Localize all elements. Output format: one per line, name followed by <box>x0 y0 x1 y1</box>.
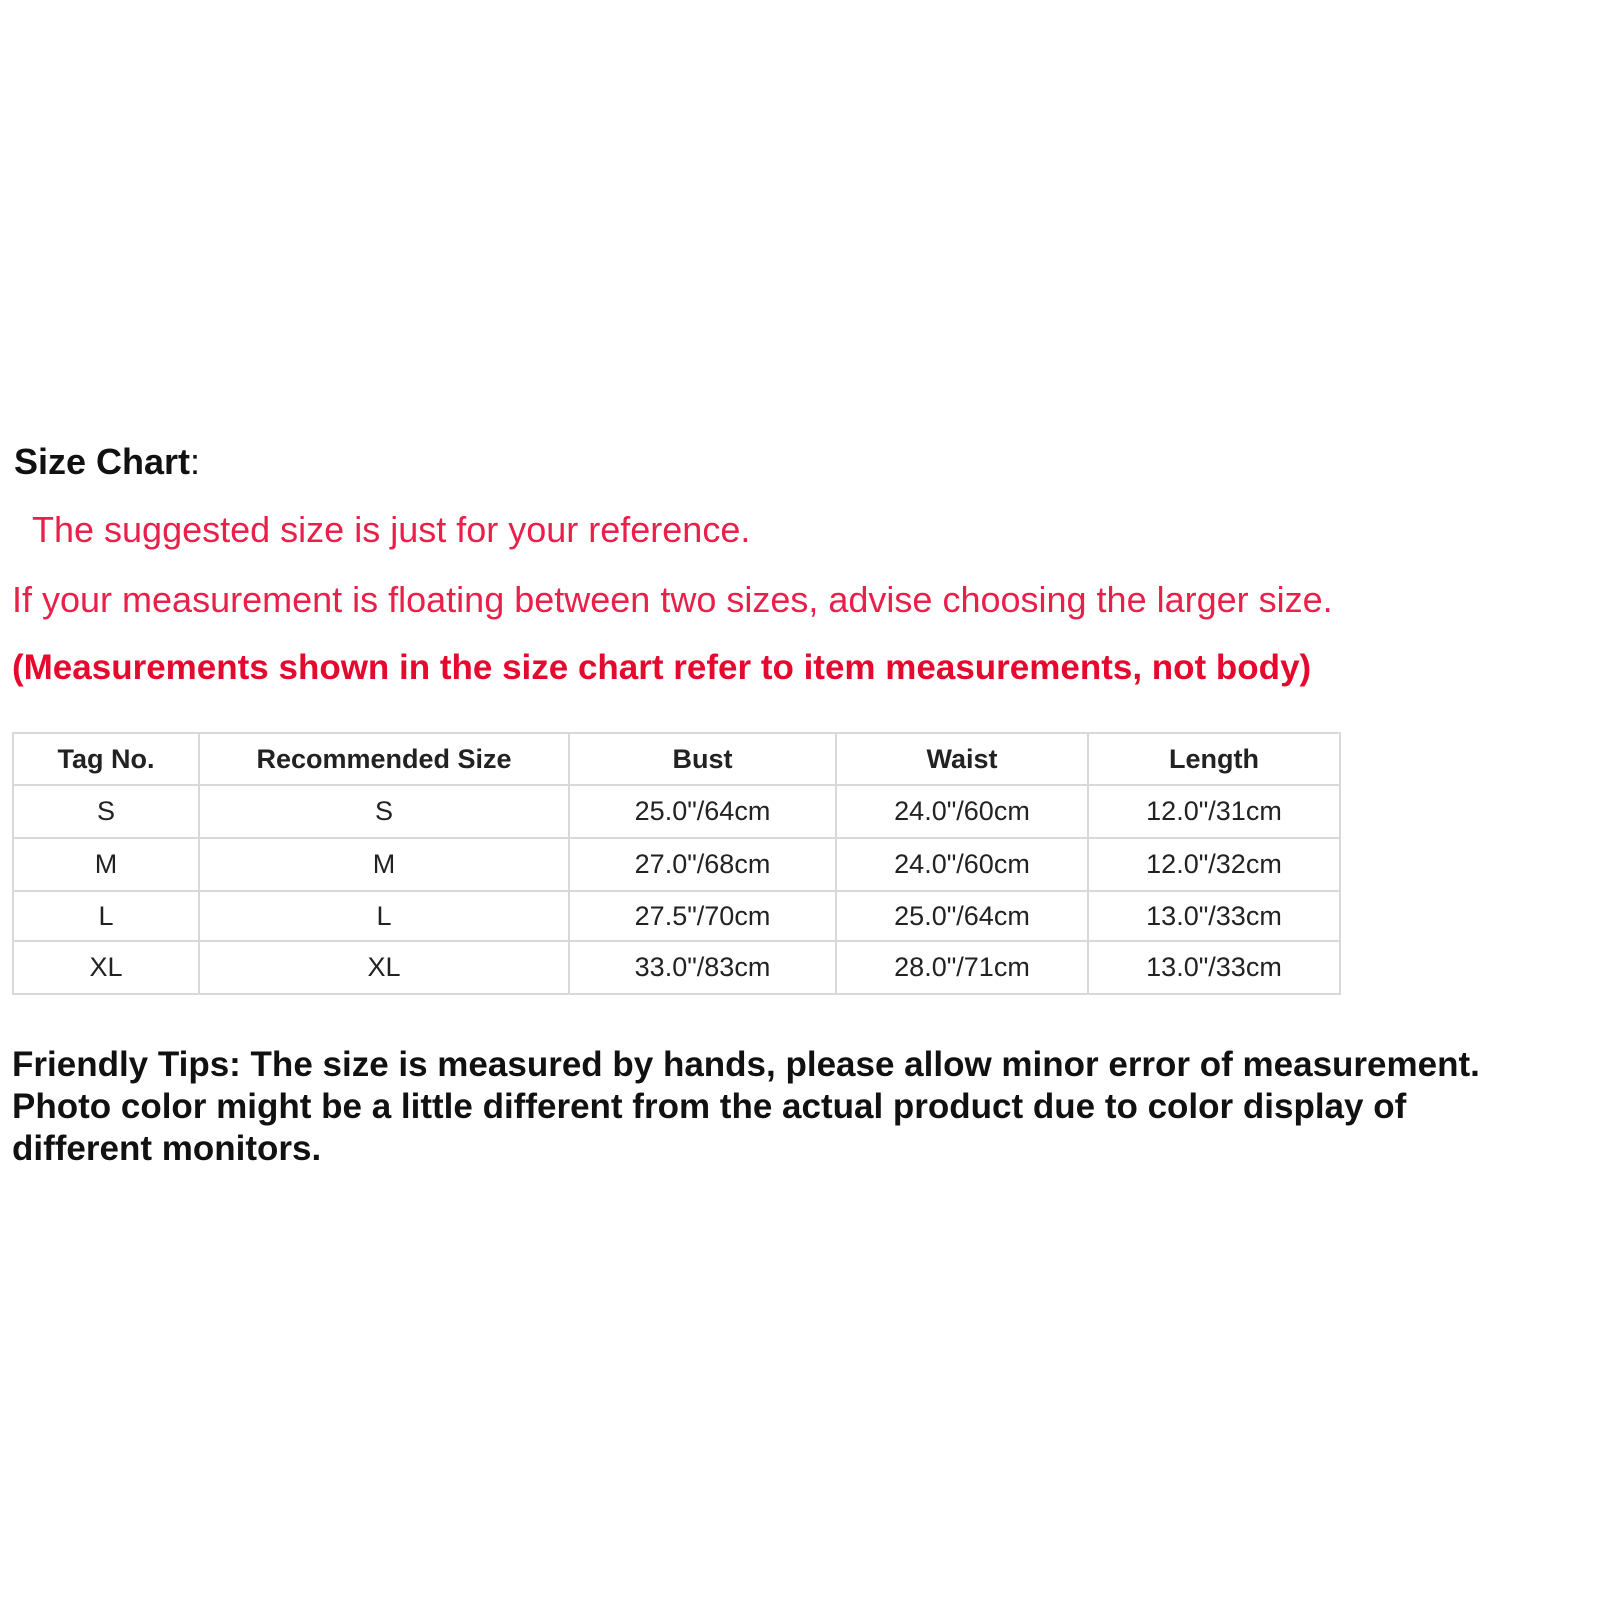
table-row <box>13 891 1340 941</box>
friendly-tips <box>12 1044 1600 1170</box>
table-row <box>13 838 1340 891</box>
cell-recommended-size: S <box>199 785 569 838</box>
cell-length: 12.0"/31cm <box>1088 785 1340 838</box>
cell-bust: 33.0"/83cm <box>569 941 836 994</box>
header-tag-no: Tag No. <box>13 733 199 785</box>
cell-tag-no: L <box>13 891 199 941</box>
header-length: Length <box>1088 733 1340 785</box>
tips-line-3: different monitors. <box>12 1129 322 1168</box>
size-chart-title-colon: : <box>190 441 201 482</box>
table-row <box>13 785 1340 838</box>
header-bust: Bust <box>569 733 836 785</box>
cell-waist: 24.0"/60cm <box>836 838 1088 891</box>
table-header-row <box>13 733 1340 785</box>
cell-length: 12.0"/32cm <box>1088 838 1340 891</box>
cell-length: 13.0"/33cm <box>1088 941 1340 994</box>
tips-line-2: Photo color might be a little different from the actual product due to color display of <box>12 1087 1407 1126</box>
cell-recommended-size: M <box>199 838 569 891</box>
cell-bust: 27.5"/70cm <box>569 891 836 941</box>
cell-length: 13.0"/33cm <box>1088 891 1340 941</box>
size-chart-title-text: Size Chart <box>14 441 191 482</box>
measurements-note: (Measurements shown in the size chart refer to item measurements, not body) <box>12 648 1312 687</box>
cell-tag-no: M <box>13 838 199 891</box>
header-waist: Waist <box>836 733 1088 785</box>
size-chart-title <box>14 442 200 482</box>
floating-size-note: If your measurement is floating between two sizes, advise choosing the larger size. <box>12 579 1333 620</box>
cell-bust: 27.0"/68cm <box>569 838 836 891</box>
cell-recommended-size: XL <box>199 941 569 994</box>
cell-recommended-size: L <box>199 891 569 941</box>
header-recommended-size: Recommended Size <box>199 733 569 785</box>
cell-tag-no: S <box>13 785 199 838</box>
cell-waist: 24.0"/60cm <box>836 785 1088 838</box>
cell-tag-no: XL <box>13 941 199 994</box>
size-table <box>12 732 1341 995</box>
cell-waist: 28.0"/71cm <box>836 941 1088 994</box>
table-row <box>13 941 1340 994</box>
tips-line-1: Friendly Tips: The size is measured by hands, please allow minor error of measurement. <box>12 1045 1480 1084</box>
cell-bust: 25.0"/64cm <box>569 785 836 838</box>
reference-note: The suggested size is just for your reference. <box>32 509 751 550</box>
cell-waist: 25.0"/64cm <box>836 891 1088 941</box>
